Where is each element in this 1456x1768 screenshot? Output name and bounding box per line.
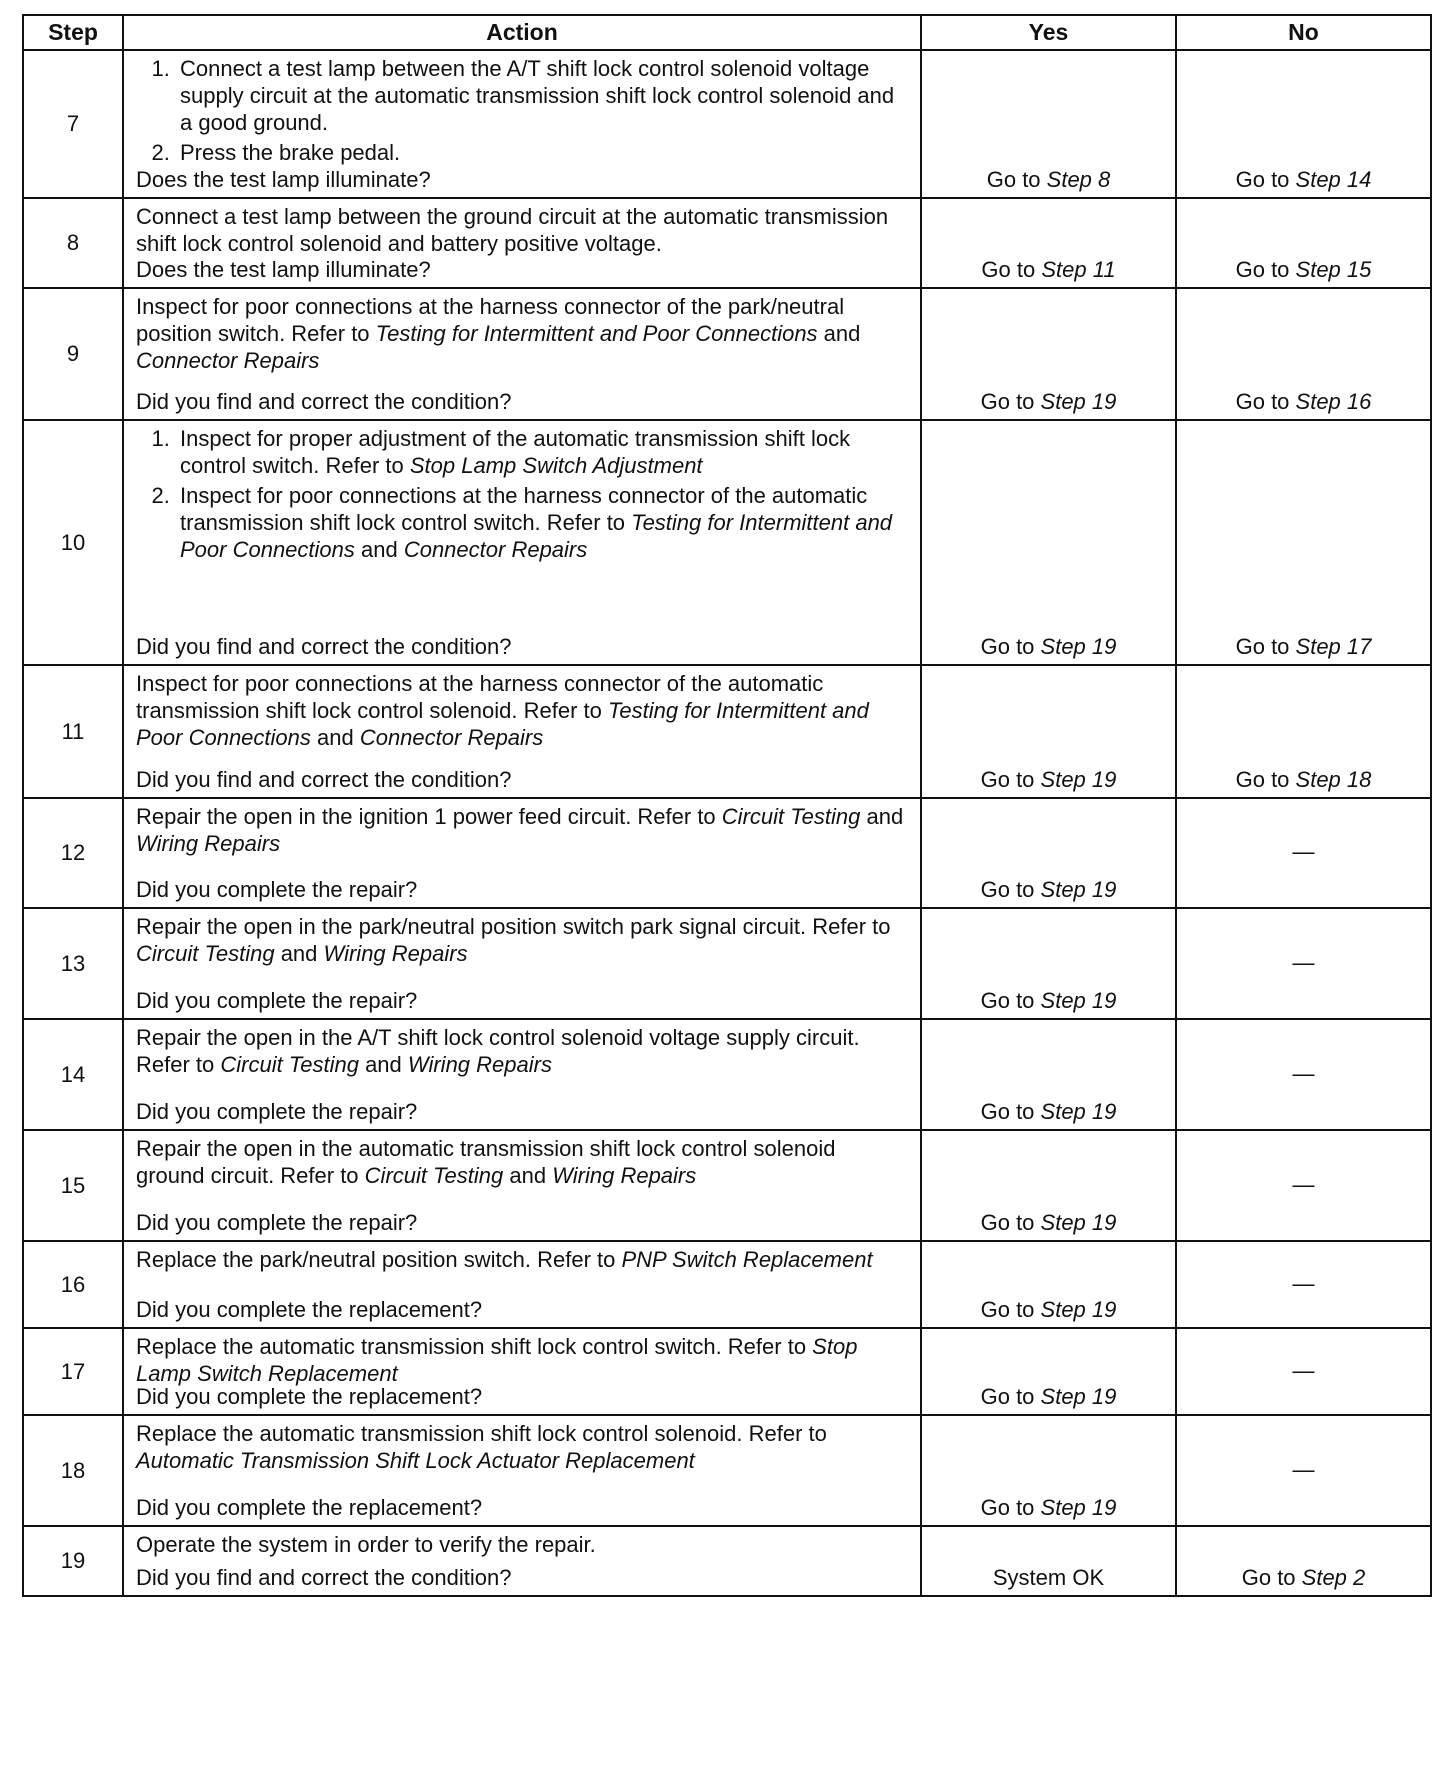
table-row [23, 1130, 1431, 1241]
reference-link-text: Step 19 [1040, 389, 1117, 414]
yes-cell [921, 198, 1176, 288]
reference-link-text: Step 2 [1301, 1565, 1366, 1590]
action-cell [123, 798, 921, 908]
action-question: Does the test lamp illuminate? [136, 257, 431, 282]
reference-link-text: Step 19 [1040, 877, 1117, 902]
table-row [23, 50, 1431, 198]
table-row [23, 1526, 1431, 1596]
table-row [23, 420, 1431, 665]
action-cell [123, 1328, 921, 1415]
action-cell [123, 198, 921, 288]
action-step-item [176, 55, 910, 136]
table-row [23, 798, 1431, 908]
no-result [1177, 634, 1430, 660]
header-no: No [1176, 15, 1431, 50]
reference-link-text: Circuit Testing [721, 804, 861, 829]
no-cell [1176, 1130, 1431, 1241]
yes-result [922, 1210, 1175, 1236]
yes-result [922, 1495, 1175, 1521]
reference-link-text: Step 17 [1295, 634, 1372, 659]
action-question: Did you complete the repair? [136, 1210, 418, 1235]
no-cell [1176, 1328, 1431, 1415]
no-action-dash [1177, 1358, 1430, 1384]
reference-link-text: Automatic Transmission Shift Lock Actuator Replacement [136, 1448, 695, 1473]
text-run: and [503, 1163, 553, 1188]
table-body [23, 50, 1431, 1596]
reference-link-text: Connector Repairs [403, 537, 588, 562]
reference-link-text: Wiring Repairs [136, 831, 281, 856]
action-cell [123, 420, 921, 665]
text-run: and [354, 537, 404, 562]
step-number: 13 [23, 908, 123, 1019]
no-cell [1176, 665, 1431, 798]
text-run: Go to [986, 167, 1047, 192]
yes-cell [921, 1019, 1176, 1130]
text-run: Inspect for poor connections at the harness connector of the park/neutral position switch. Refer to [136, 294, 845, 346]
action-question: Did you find and correct the condition? [136, 389, 512, 414]
reference-link-text: Testing for Intermittent and Poor Connections [375, 321, 818, 346]
yes-cell [921, 665, 1176, 798]
reference-link-text: Step 14 [1295, 167, 1372, 192]
step-number: 19 [23, 1526, 123, 1596]
yes-result [922, 767, 1175, 793]
action-cell [123, 1526, 921, 1596]
reference-link-text: Step 19 [1040, 1495, 1117, 1520]
reference-link-text: Step 19 [1040, 1099, 1117, 1124]
action-body [124, 199, 920, 257]
action-cell [123, 288, 921, 420]
yes-result [922, 988, 1175, 1014]
action-step-item [176, 482, 910, 563]
action-cell [123, 665, 921, 798]
reference-link-text: Connector Repairs [136, 348, 320, 373]
action-cell [123, 1019, 921, 1130]
step-number: 10 [23, 420, 123, 665]
reference-link-text: Connector Repairs [359, 725, 544, 750]
action-question: Did you complete the repair? [136, 877, 418, 902]
action-question: Did you complete the repair? [136, 988, 418, 1013]
action-cell [123, 1415, 921, 1526]
text-run: System OK [992, 1565, 1105, 1590]
text-run: Go to [981, 257, 1042, 282]
no-result [1177, 767, 1430, 793]
reference-link-text: Stop Lamp Switch Replacement [136, 1334, 858, 1386]
action-question: Did you find and correct the condition? [136, 634, 512, 659]
text-run: and [310, 725, 360, 750]
no-action-dash [1177, 1172, 1430, 1198]
yes-cell [921, 1328, 1176, 1415]
text-run: — [1292, 1270, 1315, 1296]
header-yes: Yes [921, 15, 1176, 50]
text-run: and [358, 1052, 408, 1077]
reference-link-text: Step 16 [1295, 389, 1372, 414]
no-result [1177, 257, 1430, 283]
yes-cell [921, 420, 1176, 665]
action-cell [123, 50, 921, 198]
reference-link-text: Step 19 [1040, 1384, 1117, 1409]
text-run: Repair the open in the A/T shift lock control solenoid voltage supply circuit. Refer to [136, 1025, 860, 1077]
header-step: Step [23, 15, 123, 50]
action-steps-list [136, 425, 910, 563]
no-action-dash [1177, 1061, 1430, 1087]
text-run: Go to [1235, 767, 1296, 792]
no-action-dash [1177, 1271, 1430, 1297]
text-run: — [1292, 1060, 1315, 1086]
text-run: Go to [980, 389, 1041, 414]
text-run: Go to [1235, 167, 1296, 192]
reference-link-text: Wiring Repairs [323, 941, 468, 966]
action-question: Did you complete the replacement? [136, 1297, 483, 1322]
no-cell [1176, 288, 1431, 420]
reference-link-text: Step 19 [1040, 634, 1117, 659]
reference-link-text: PNP Switch Replacement [621, 1247, 873, 1272]
reference-link-text: Step 18 [1295, 767, 1372, 792]
step-number: 12 [23, 798, 123, 908]
text-run: Go to [1235, 389, 1296, 414]
no-cell [1176, 198, 1431, 288]
no-cell [1176, 1019, 1431, 1130]
text-run: Go to [980, 988, 1041, 1013]
action-body [124, 799, 920, 857]
action-cell [123, 1130, 921, 1241]
no-result [1177, 389, 1430, 415]
step-number: 16 [23, 1241, 123, 1328]
reference-link-text: Step 19 [1040, 1297, 1117, 1322]
action-question: Did you complete the replacement? [136, 1384, 483, 1409]
no-action-dash [1177, 1457, 1430, 1483]
text-run: Go to [980, 1297, 1041, 1322]
action-steps-list [136, 55, 910, 166]
text-run: Replace the automatic transmission shift lock control switch. Refer to [136, 1334, 813, 1359]
reference-link-text: Testing for Intermittent and Poor Connections [136, 698, 869, 750]
action-question: Does the test lamp illuminate? [136, 167, 431, 192]
text-run: Connect a test lamp between the A/T shift lock control solenoid voltage supply circuit at the automatic transmission shift lock control solenoid and a good ground. [180, 56, 895, 135]
step-number: 17 [23, 1328, 123, 1415]
yes-cell [921, 50, 1176, 198]
no-action-dash [1177, 839, 1430, 865]
reference-link-text: Circuit Testing [136, 941, 275, 966]
step-number: 14 [23, 1019, 123, 1130]
reference-link-text: Step 19 [1040, 767, 1117, 792]
action-body [124, 1527, 920, 1558]
no-cell [1176, 50, 1431, 198]
table-row [23, 1019, 1431, 1130]
yes-result [922, 877, 1175, 903]
reference-link-text: Step 19 [1040, 1210, 1117, 1235]
table-row [23, 1415, 1431, 1526]
step-number: 9 [23, 288, 123, 420]
table-row [23, 1328, 1431, 1415]
step-number: 8 [23, 198, 123, 288]
no-cell [1176, 1241, 1431, 1328]
yes-cell [921, 1415, 1176, 1526]
yes-result [922, 1297, 1175, 1323]
action-body [124, 666, 920, 751]
reference-link-text: Wiring Repairs [407, 1052, 552, 1077]
text-run: — [1292, 949, 1315, 975]
yes-cell [921, 1130, 1176, 1241]
action-step-item [176, 139, 910, 166]
yes-result [922, 257, 1175, 283]
action-body [124, 1242, 920, 1273]
action-body [124, 51, 920, 166]
yes-cell [921, 1241, 1176, 1328]
text-run: Repair the open in the automatic transmission shift lock control solenoid ground circuit. Refer to [136, 1136, 836, 1188]
text-run: Inspect for proper adjustment of the automatic transmission shift lock control switch. Refer to [180, 426, 851, 478]
text-run: — [1292, 1456, 1315, 1482]
yes-result [922, 389, 1175, 415]
action-body [124, 1329, 920, 1387]
text-run: Go to [1235, 634, 1296, 659]
reference-link-text: Circuit Testing [364, 1163, 504, 1188]
text-run: Inspect for poor connections at the harness connector of the automatic transmission shift lock control switch. Refer to [180, 483, 868, 535]
yes-result [922, 1384, 1175, 1410]
text-run: Operate the system in order to verify the repair. [136, 1532, 596, 1557]
reference-link-text: Circuit Testing [220, 1052, 359, 1077]
no-result [1177, 167, 1430, 193]
reference-link-text: Step 11 [1041, 257, 1116, 282]
text-run: Inspect for poor connections at the harness connector of the automatic transmission shift lock control solenoid. Refer to [136, 671, 824, 723]
text-run: Go to [1235, 257, 1296, 282]
action-body [124, 289, 920, 374]
text-run: Go to [1241, 1565, 1302, 1590]
text-run: — [1292, 1357, 1315, 1383]
text-run: Go to [980, 1495, 1041, 1520]
reference-link-text: Step 8 [1046, 167, 1111, 192]
text-run: Replace the automatic transmission shift lock control solenoid. Refer to [136, 1421, 827, 1446]
no-cell [1176, 1415, 1431, 1526]
step-number: 7 [23, 50, 123, 198]
reference-link-text: Wiring Repairs [552, 1163, 697, 1188]
no-result [1177, 1565, 1430, 1591]
no-cell [1176, 908, 1431, 1019]
action-body [124, 1020, 920, 1078]
text-run: Replace the park/neutral position switch. Refer to [136, 1247, 622, 1272]
yes-cell [921, 798, 1176, 908]
text-run: Go to [980, 1210, 1041, 1235]
reference-link-text: Step 15 [1295, 257, 1372, 282]
no-cell [1176, 420, 1431, 665]
yes-cell [921, 288, 1176, 420]
header-action: Action [123, 15, 921, 50]
header-row [23, 15, 1431, 50]
no-cell [1176, 1526, 1431, 1596]
reference-link-text: Step 19 [1040, 988, 1117, 1013]
reference-link-text: Stop Lamp Switch Adjustment [409, 453, 703, 478]
action-question: Did you find and correct the condition? [136, 767, 512, 792]
text-run: and [274, 941, 324, 966]
action-cell [123, 908, 921, 1019]
table-row [23, 1241, 1431, 1328]
table-row [23, 908, 1431, 1019]
action-body [124, 1131, 920, 1189]
text-run: — [1292, 839, 1315, 864]
table-row [23, 288, 1431, 420]
yes-result [922, 167, 1175, 193]
yes-result [922, 1565, 1175, 1591]
action-step-item [176, 425, 910, 479]
step-number: 18 [23, 1415, 123, 1526]
no-action-dash [1177, 950, 1430, 976]
text-run: Go to [980, 1384, 1041, 1409]
text-run: and [817, 321, 861, 346]
diagnostic-table [22, 14, 1432, 1597]
table-row [23, 665, 1431, 798]
text-run: and [860, 804, 904, 829]
yes-cell [921, 1526, 1176, 1596]
yes-cell [921, 908, 1176, 1019]
text-run: Repair the open in the ignition 1 power feed circuit. Refer to [136, 804, 722, 829]
action-question: Did you complete the repair? [136, 1099, 418, 1124]
action-body [124, 909, 920, 967]
action-body [124, 1416, 920, 1474]
text-run: Go to [980, 767, 1041, 792]
text-run: Go to [980, 877, 1041, 902]
yes-result [922, 1099, 1175, 1125]
action-cell [123, 1241, 921, 1328]
step-number: 15 [23, 1130, 123, 1241]
text-run: Go to [980, 1099, 1041, 1124]
action-question: Did you complete the replacement? [136, 1495, 483, 1520]
reference-link-text: Testing for Intermittent and Poor Connections [180, 510, 893, 562]
text-run: — [1292, 1171, 1315, 1197]
text-run: Repair the open in the park/neutral position switch park signal circuit. Refer to [136, 914, 891, 939]
text-run: Connect a test lamp between the ground circuit at the automatic transmission shift lock control solenoid and battery positive voltage. [136, 204, 889, 256]
no-cell [1176, 798, 1431, 908]
step-number: 11 [23, 665, 123, 798]
table-row [23, 198, 1431, 288]
action-question: Did you find and correct the condition? [136, 1565, 512, 1590]
diagnostic-document [22, 14, 1430, 1597]
text-run: Go to [980, 634, 1041, 659]
yes-result [922, 634, 1175, 660]
action-body [124, 421, 920, 563]
text-run: Press the brake pedal. [180, 140, 401, 165]
